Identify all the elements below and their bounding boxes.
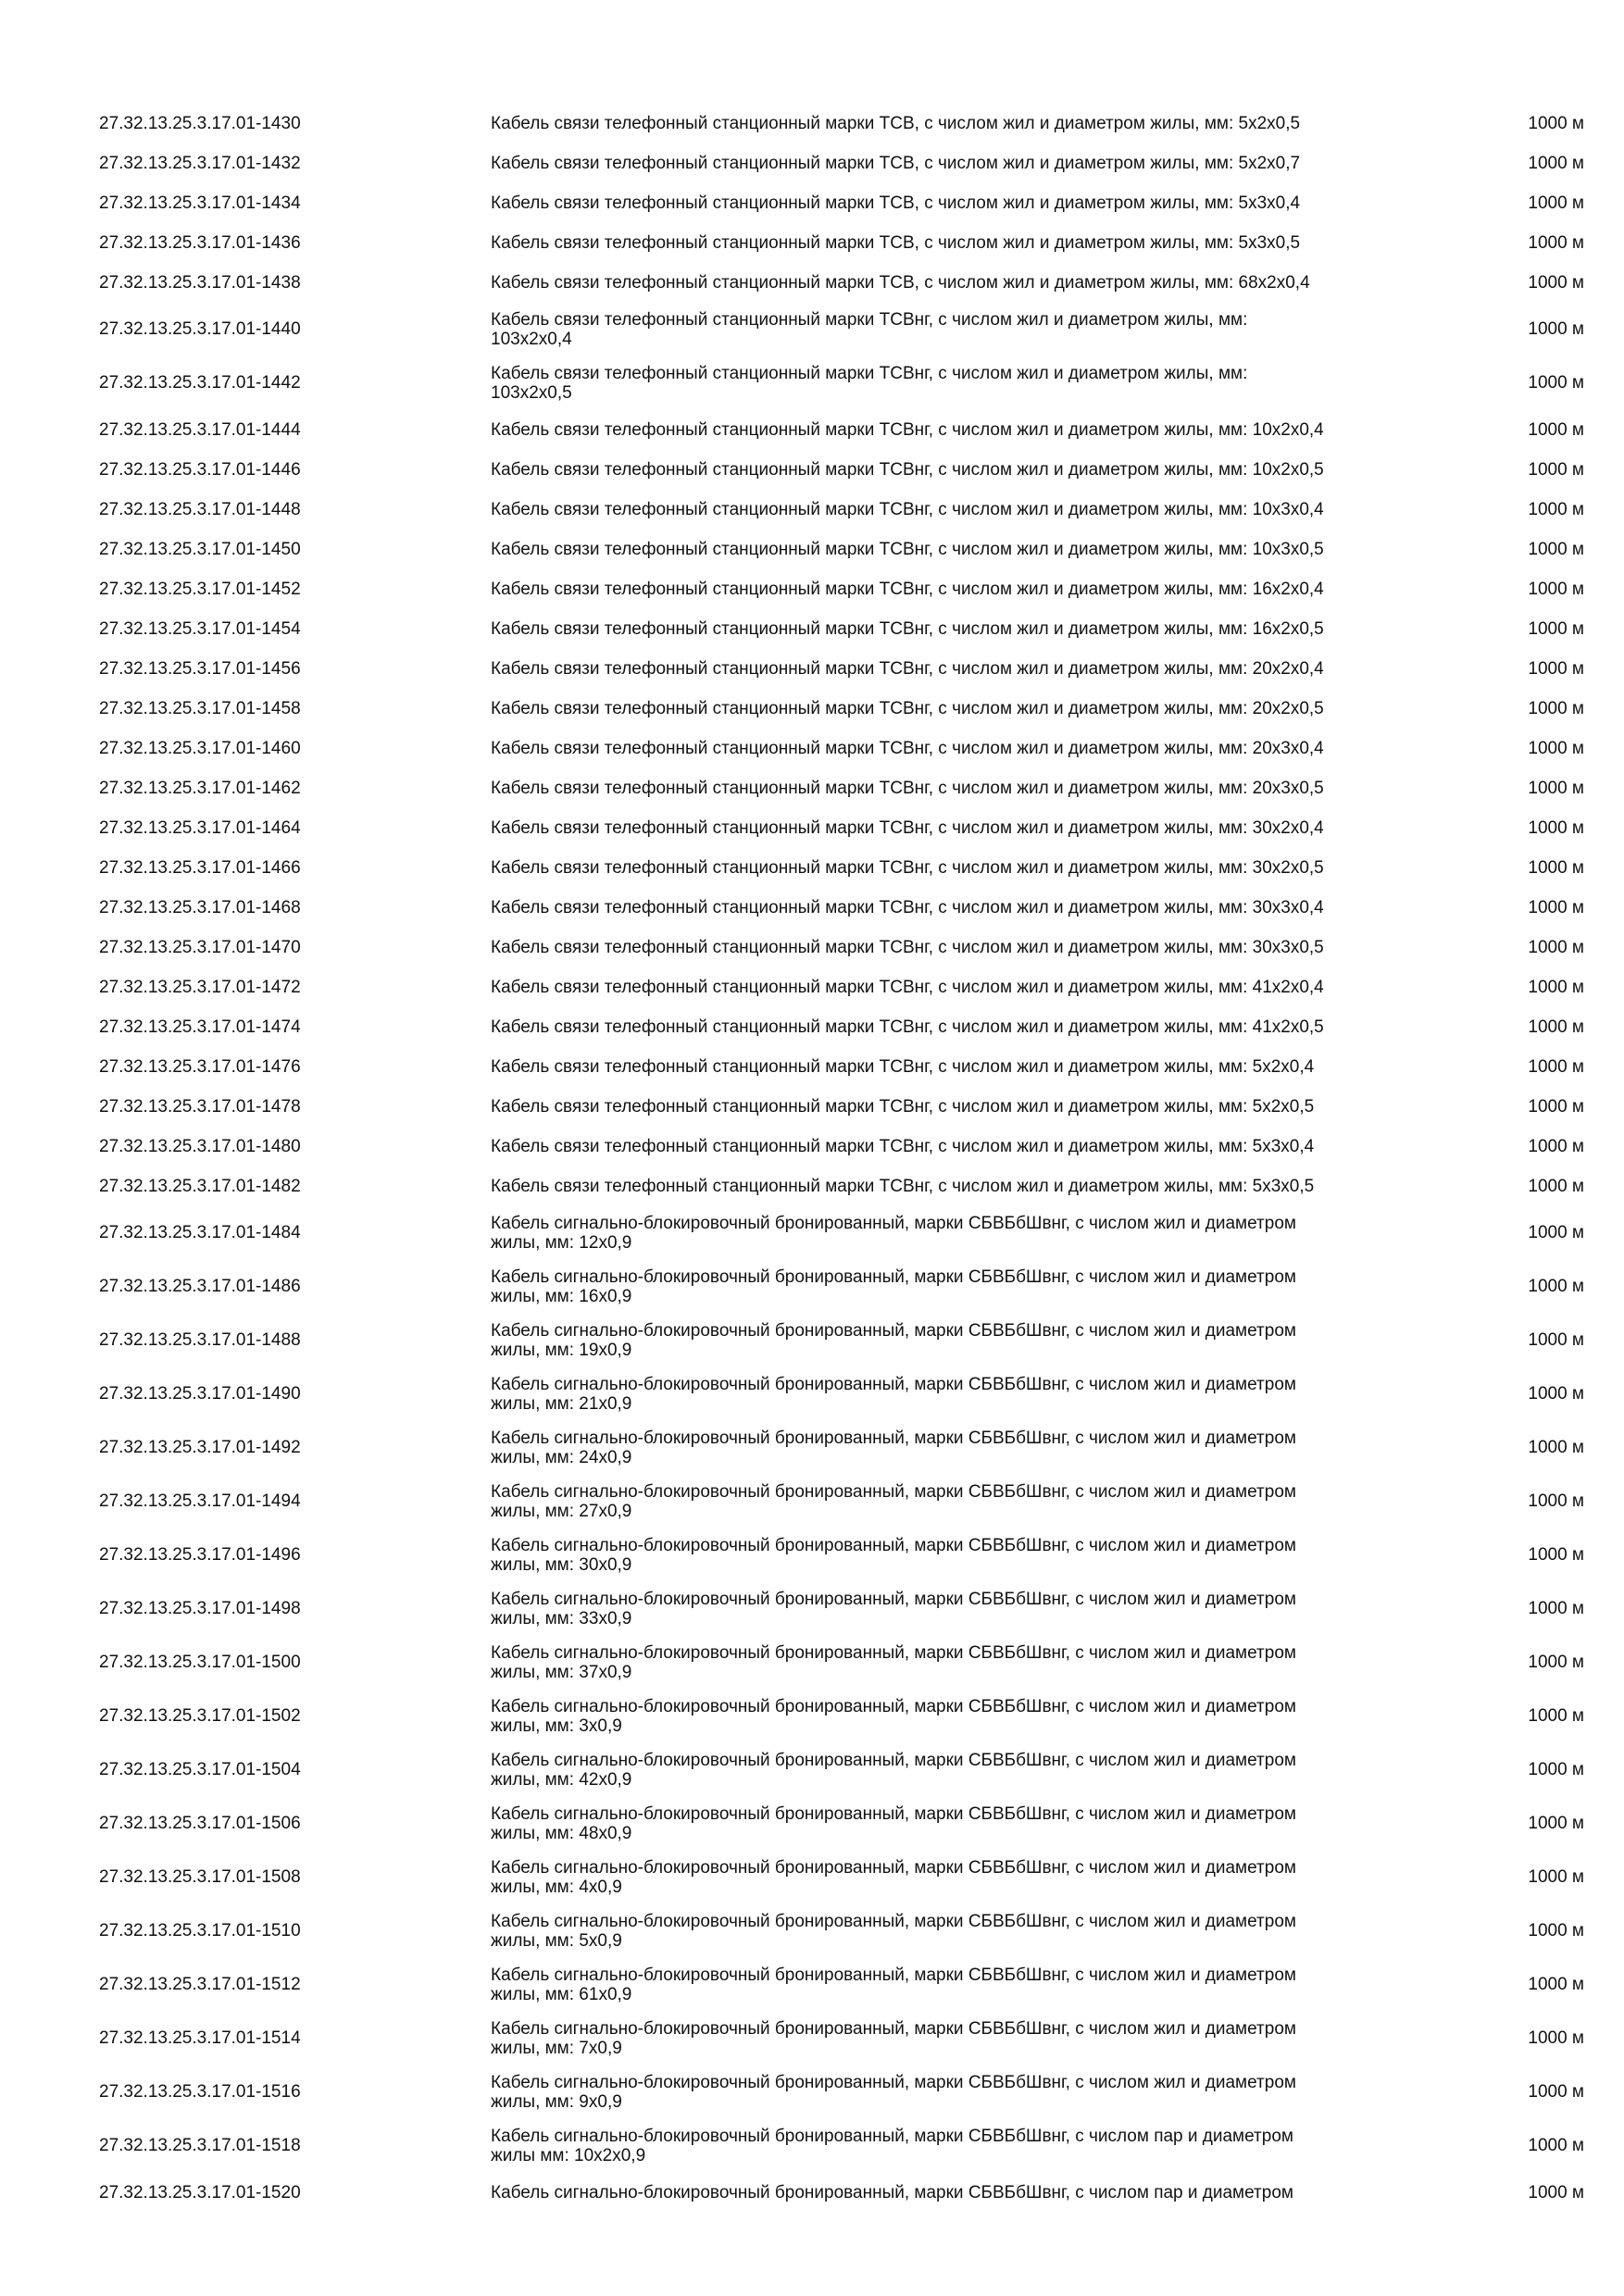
resource-description: Кабель связи телефонный станционный марки ТСВнг, с числом жил и диаметром жилы, мм: 5x2x0,4 bbox=[491, 1057, 1315, 1077]
resource-description: Кабель сигнально-блокировочный бронированный, марки СБВБбШвнг, с числом жил и диаметром жилы, мм: 5x0,9 bbox=[491, 1912, 1296, 1951]
resource-description: Кабель сигнально-блокировочный бронированный, марки СБВБбШвнг, с числом жил и диаметром жилы, мм: 9x0,9 bbox=[491, 2073, 1296, 2112]
measurement-unit: 1000 м bbox=[1528, 1330, 1584, 1350]
resource-description: Кабель сигнально-блокировочный бронированный, марки СБВБбШвнг, с числом жил и диаметром жилы, мм: 19x0,9 bbox=[491, 1321, 1296, 1360]
measurement-unit: 1000 м bbox=[1528, 1867, 1584, 1887]
resource-code: 27.32.13.25.3.17.01-1474 bbox=[99, 1017, 301, 1037]
table-row bbox=[99, 1367, 1590, 1421]
measurement-unit: 1000 м bbox=[1528, 618, 1584, 639]
resource-code: 27.32.13.25.3.17.01-1518 bbox=[99, 2136, 301, 2155]
measurement-unit: 1000 м bbox=[1528, 2136, 1584, 2155]
table-row bbox=[99, 1851, 1590, 1904]
resource-description: Кабель связи телефонный станционный марки ТСВнг, с числом жил и диаметром жилы, мм: 20x2x0,4 bbox=[491, 659, 1324, 679]
resource-description: Кабель связи телефонный станционный марки ТСВнг, с числом жил и диаметром жилы, мм: 20x3x0,5 bbox=[491, 779, 1324, 798]
measurement-unit: 1000 м bbox=[1528, 857, 1584, 878]
table-row bbox=[99, 450, 1590, 490]
resource-code: 27.32.13.25.3.17.01-1440 bbox=[99, 319, 301, 339]
resource-description: Кабель сигнально-блокировочный бронированный, марки СБВБбШвнг, с числом жил и диаметром жилы, мм: 30x0,9 bbox=[491, 1536, 1296, 1575]
resource-description: Кабель связи телефонный станционный марки ТСВ, с числом жил и диаметром жилы, мм: 5x2x0,7 bbox=[491, 154, 1301, 173]
table-row bbox=[99, 263, 1590, 303]
resource-description: Кабель связи телефонный станционный марки ТСВнг, с числом жил и диаметром жилы, мм: 30x2x0,4 bbox=[491, 818, 1324, 838]
measurement-unit: 1000 м bbox=[1528, 232, 1584, 253]
resource-description: Кабель связи телефонный станционный марки ТСВнг, с числом жил и диаметром жилы, мм: 5x2x0,5 bbox=[491, 1097, 1315, 1117]
table-row bbox=[99, 928, 1590, 967]
measurement-unit: 1000 м bbox=[1528, 1975, 1584, 1994]
resource-description: Кабель связи телефонный станционный марки ТСВнг, с числом жил и диаметром жилы, мм: 103x2x0,5 bbox=[491, 364, 1248, 403]
measurement-unit: 1000 м bbox=[1528, 1176, 1584, 1196]
measurement-unit: 1000 м bbox=[1528, 2082, 1584, 2102]
measurement-unit: 1000 м bbox=[1528, 1017, 1584, 1037]
resource-code: 27.32.13.25.3.17.01-1456 bbox=[99, 658, 301, 679]
resource-code: 27.32.13.25.3.17.01-1462 bbox=[99, 778, 301, 798]
measurement-unit: 1000 м bbox=[1528, 499, 1584, 519]
resource-code: 27.32.13.25.3.17.01-1490 bbox=[99, 1384, 301, 1404]
table-row bbox=[99, 1529, 1590, 1582]
resource-code: 27.32.13.25.3.17.01-1508 bbox=[99, 1867, 301, 1887]
resource-code: 27.32.13.25.3.17.01-1480 bbox=[99, 1136, 301, 1156]
resource-code: 27.32.13.25.3.17.01-1436 bbox=[99, 232, 301, 253]
measurement-unit: 1000 м bbox=[1528, 658, 1584, 679]
resource-code: 27.32.13.25.3.17.01-1502 bbox=[99, 1706, 301, 1726]
resource-code: 27.32.13.25.3.17.01-1492 bbox=[99, 1438, 301, 1457]
resource-code: 27.32.13.25.3.17.01-1432 bbox=[99, 153, 301, 173]
table-row bbox=[99, 1421, 1590, 1475]
resource-description: Кабель сигнально-блокировочный бронированный, марки СБВБбШвнг, с числом жил и диаметром жилы, мм: 12x0,9 bbox=[491, 1214, 1296, 1253]
measurement-unit: 1000 м bbox=[1528, 1277, 1584, 1296]
resource-code: 27.32.13.25.3.17.01-1514 bbox=[99, 2028, 301, 2048]
table-row bbox=[99, 530, 1590, 569]
resource-code: 27.32.13.25.3.17.01-1466 bbox=[99, 857, 301, 878]
resource-description: Кабель сигнально-блокировочный бронированный, марки СБВБбШвнг, с числом жил и диаметром жилы, мм: 37x0,9 bbox=[491, 1643, 1296, 1682]
catalog-table bbox=[99, 104, 1590, 2213]
table-row bbox=[99, 569, 1590, 609]
measurement-unit: 1000 м bbox=[1528, 579, 1584, 599]
table-row bbox=[99, 649, 1590, 689]
measurement-unit: 1000 м bbox=[1528, 937, 1584, 957]
table-row bbox=[99, 2012, 1590, 2065]
resource-description: Кабель сигнально-блокировочный бронированный, марки СБВБбШвнг, с числом жил и диаметром жилы, мм: 7x0,9 bbox=[491, 2019, 1296, 2058]
table-row bbox=[99, 729, 1590, 768]
resource-code: 27.32.13.25.3.17.01-1476 bbox=[99, 1056, 301, 1077]
resource-code: 27.32.13.25.3.17.01-1470 bbox=[99, 937, 301, 957]
resource-description: Кабель сигнально-блокировочный бронированный, марки СБВБбШвнг, с числом пар и диаметром bbox=[491, 2183, 1293, 2202]
measurement-unit: 1000 м bbox=[1528, 897, 1584, 917]
table-row bbox=[99, 1797, 1590, 1851]
table-row bbox=[99, 2173, 1590, 2213]
table-row bbox=[99, 888, 1590, 928]
table-row bbox=[99, 1314, 1590, 1367]
table-row bbox=[99, 1636, 1590, 1690]
measurement-unit: 1000 м bbox=[1528, 1545, 1584, 1565]
resource-description: Кабель сигнально-блокировочный бронированный, марки СБВБбШвнг, с числом жил и диаметром жилы, мм: 27x0,9 bbox=[491, 1482, 1296, 1521]
resource-description: Кабель связи телефонный станционный марки ТСВ, с числом жил и диаметром жилы, мм: 5x3x0,4 bbox=[491, 193, 1301, 213]
resource-description: Кабель связи телефонный станционный марки ТСВнг, с числом жил и диаметром жилы, мм: 41x2x0,4 bbox=[491, 978, 1324, 997]
measurement-unit: 1000 м bbox=[1528, 1760, 1584, 1779]
table-row bbox=[99, 808, 1590, 848]
table-row bbox=[99, 2065, 1590, 2119]
table-row bbox=[99, 1047, 1590, 1087]
resource-code: 27.32.13.25.3.17.01-1438 bbox=[99, 272, 301, 293]
resource-code: 27.32.13.25.3.17.01-1448 bbox=[99, 499, 301, 519]
measurement-unit: 1000 м bbox=[1528, 272, 1584, 293]
measurement-unit: 1000 м bbox=[1528, 153, 1584, 173]
table-row bbox=[99, 356, 1590, 410]
measurement-unit: 1000 м bbox=[1528, 817, 1584, 838]
resource-code: 27.32.13.25.3.17.01-1460 bbox=[99, 738, 301, 758]
measurement-unit: 1000 м bbox=[1528, 1921, 1584, 1940]
resource-description: Кабель сигнально-блокировочный бронированный, марки СБВБбШвнг, с числом жил и диаметром жилы, мм: 42x0,9 bbox=[491, 1751, 1296, 1790]
measurement-unit: 1000 м bbox=[1528, 1491, 1584, 1511]
resource-code: 27.32.13.25.3.17.01-1458 bbox=[99, 698, 301, 718]
table-row bbox=[99, 490, 1590, 530]
table-row bbox=[99, 1743, 1590, 1797]
resource-code: 27.32.13.25.3.17.01-1444 bbox=[99, 419, 301, 440]
measurement-unit: 1000 м bbox=[1528, 1438, 1584, 1457]
resource-description: Кабель связи телефонный станционный марки ТСВнг, с числом жил и диаметром жилы, мм: 10x2x0,5 bbox=[491, 460, 1324, 480]
resource-description: Кабель сигнально-блокировочный бронированный, марки СБВБбШвнг, с числом жил и диаметром жилы, мм: 48x0,9 bbox=[491, 1804, 1296, 1843]
resource-description: Кабель связи телефонный станционный марки ТСВнг, с числом жил и диаметром жилы, мм: 16x2x0,4 bbox=[491, 580, 1324, 599]
measurement-unit: 1000 м bbox=[1528, 373, 1584, 393]
resource-code: 27.32.13.25.3.17.01-1494 bbox=[99, 1491, 301, 1511]
resource-description: Кабель сигнально-блокировочный бронированный, марки СБВБбШвнг, с числом жил и диаметром жилы, мм: 24x0,9 bbox=[491, 1429, 1296, 1467]
resource-description: Кабель связи телефонный станционный марки ТСВнг, с числом жил и диаметром жилы, мм: 20x2x0,5 bbox=[491, 699, 1324, 718]
resource-description: Кабель связи телефонный станционный марки ТСВнг, с числом жил и диаметром жилы, мм: 10x3x0,4 bbox=[491, 500, 1324, 519]
resource-description: Кабель сигнально-блокировочный бронированный, марки СБВБбШвнг, с числом жил и диаметром жилы, мм: 21x0,9 bbox=[491, 1375, 1296, 1414]
table-row bbox=[99, 144, 1590, 183]
measurement-unit: 1000 м bbox=[1528, 459, 1584, 480]
measurement-unit: 1000 м bbox=[1528, 1223, 1584, 1242]
measurement-unit: 1000 м bbox=[1528, 977, 1584, 997]
resource-code: 27.32.13.25.3.17.01-1520 bbox=[99, 2182, 301, 2202]
resource-code: 27.32.13.25.3.17.01-1510 bbox=[99, 1921, 301, 1940]
resource-code: 27.32.13.25.3.17.01-1516 bbox=[99, 2082, 301, 2102]
table-row bbox=[99, 1582, 1590, 1636]
table-row bbox=[99, 303, 1590, 356]
resource-code: 27.32.13.25.3.17.01-1452 bbox=[99, 579, 301, 599]
table-row bbox=[99, 1206, 1590, 1260]
measurement-unit: 1000 м bbox=[1528, 539, 1584, 559]
measurement-unit: 1000 м bbox=[1528, 193, 1584, 213]
resource-description: Кабель связи телефонный станционный марки ТСВнг, с числом жил и диаметром жилы, мм: 16x2x0,5 bbox=[491, 619, 1324, 639]
resource-code: 27.32.13.25.3.17.01-1488 bbox=[99, 1330, 301, 1350]
measurement-unit: 1000 м bbox=[1528, 2182, 1584, 2202]
resource-description: Кабель сигнально-блокировочный бронированный, марки СБВБбШвнг, с числом жил и диаметром жилы, мм: 16x0,9 bbox=[491, 1267, 1296, 1306]
resource-code: 27.32.13.25.3.17.01-1500 bbox=[99, 1653, 301, 1672]
measurement-unit: 1000 м bbox=[1528, 1814, 1584, 1833]
table-row bbox=[99, 1127, 1590, 1167]
measurement-unit: 1000 м bbox=[1528, 1599, 1584, 1618]
measurement-unit: 1000 м bbox=[1528, 778, 1584, 798]
table-row bbox=[99, 223, 1590, 263]
table-row bbox=[99, 609, 1590, 649]
resource-description: Кабель связи телефонный станционный марки ТСВ, с числом жил и диаметром жилы, мм: 5x3x0,5 bbox=[491, 233, 1301, 253]
resource-code: 27.32.13.25.3.17.01-1430 bbox=[99, 113, 301, 133]
table-row bbox=[99, 1904, 1590, 1958]
table-row bbox=[99, 104, 1590, 144]
table-row bbox=[99, 967, 1590, 1007]
measurement-unit: 1000 м bbox=[1528, 319, 1584, 339]
table-row bbox=[99, 1087, 1590, 1127]
resource-description: Кабель связи телефонный станционный марки ТСВнг, с числом жил и диаметром жилы, мм: 41x2x0,5 bbox=[491, 1017, 1324, 1037]
resource-code: 27.32.13.25.3.17.01-1450 bbox=[99, 539, 301, 559]
measurement-unit: 1000 м bbox=[1528, 698, 1584, 718]
resource-description: Кабель сигнально-блокировочный бронированный, марки СБВБбШвнг, с числом жил и диаметром жилы, мм: 61x0,9 bbox=[491, 1965, 1296, 2004]
resource-description: Кабель связи телефонный станционный марки ТСВ, с числом жил и диаметром жилы, мм: 68x2x0,4 bbox=[491, 273, 1310, 293]
resource-description: Кабель сигнально-блокировочный бронированный, марки СБВБбШвнг, с числом жил и диаметром жилы, мм: 3x0,9 bbox=[491, 1697, 1296, 1736]
table-row bbox=[99, 410, 1590, 450]
resource-description: Кабель сигнально-блокировочный бронированный, марки СБВБбШвнг, с числом пар и диаметром жилы мм: 10x2x0,9 bbox=[491, 2127, 1293, 2165]
resource-description: Кабель связи телефонный станционный марки ТСВнг, с числом жил и диаметром жилы, мм: 103x2x0,4 bbox=[491, 310, 1248, 349]
table-row bbox=[99, 1958, 1590, 2012]
resource-description: Кабель связи телефонный станционный марки ТСВнг, с числом жил и диаметром жилы, мм: 5x3x0,4 bbox=[491, 1137, 1315, 1156]
measurement-unit: 1000 м bbox=[1528, 419, 1584, 440]
measurement-unit: 1000 м bbox=[1528, 1706, 1584, 1726]
table-row bbox=[99, 2119, 1590, 2173]
resource-description: Кабель связи телефонный станционный марки ТСВнг, с числом жил и диаметром жилы, мм: 30x2x0,5 bbox=[491, 858, 1324, 878]
resource-description: Кабель связи телефонный станционный марки ТСВнг, с числом жил и диаметром жилы, мм: 10x3x0,5 bbox=[491, 540, 1324, 559]
resource-code: 27.32.13.25.3.17.01-1484 bbox=[99, 1223, 301, 1242]
resource-code: 27.32.13.25.3.17.01-1506 bbox=[99, 1814, 301, 1833]
table-row bbox=[99, 689, 1590, 729]
measurement-unit: 1000 м bbox=[1528, 113, 1584, 133]
resource-code: 27.32.13.25.3.17.01-1434 bbox=[99, 193, 301, 213]
measurement-unit: 1000 м bbox=[1528, 1056, 1584, 1077]
measurement-unit: 1000 м bbox=[1528, 1096, 1584, 1117]
table-row bbox=[99, 183, 1590, 223]
resource-description: Кабель связи телефонный станционный марки ТСВ, с числом жил и диаметром жилы, мм: 5x2x0,5 bbox=[491, 114, 1301, 133]
table-row bbox=[99, 1007, 1590, 1047]
resource-code: 27.32.13.25.3.17.01-1464 bbox=[99, 817, 301, 838]
resource-code: 27.32.13.25.3.17.01-1446 bbox=[99, 459, 301, 480]
resource-code: 27.32.13.25.3.17.01-1498 bbox=[99, 1599, 301, 1618]
resource-code: 27.32.13.25.3.17.01-1442 bbox=[99, 373, 301, 393]
resource-description: Кабель связи телефонный станционный марки ТСВнг, с числом жил и диаметром жилы, мм: 10x2x0,4 bbox=[491, 420, 1324, 440]
measurement-unit: 1000 м bbox=[1528, 1136, 1584, 1156]
resource-code: 27.32.13.25.3.17.01-1482 bbox=[99, 1176, 301, 1196]
resource-description: Кабель сигнально-блокировочный бронированный, марки СБВБбШвнг, с числом жил и диаметром жилы, мм: 4x0,9 bbox=[491, 1858, 1296, 1897]
table-row bbox=[99, 1475, 1590, 1529]
resource-description: Кабель сигнально-блокировочный бронированный, марки СБВБбШвнг, с числом жил и диаметром жилы, мм: 33x0,9 bbox=[491, 1590, 1296, 1628]
table-row bbox=[99, 1260, 1590, 1314]
resource-code: 27.32.13.25.3.17.01-1504 bbox=[99, 1760, 301, 1779]
resource-code: 27.32.13.25.3.17.01-1472 bbox=[99, 977, 301, 997]
resource-code: 27.32.13.25.3.17.01-1454 bbox=[99, 618, 301, 639]
measurement-unit: 1000 м bbox=[1528, 738, 1584, 758]
resource-code: 27.32.13.25.3.17.01-1512 bbox=[99, 1975, 301, 1994]
resource-description: Кабель связи телефонный станционный марки ТСВнг, с числом жил и диаметром жилы, мм: 20x3x0,4 bbox=[491, 739, 1324, 758]
table-row bbox=[99, 1167, 1590, 1206]
resource-code: 27.32.13.25.3.17.01-1496 bbox=[99, 1545, 301, 1565]
resource-code: 27.32.13.25.3.17.01-1486 bbox=[99, 1277, 301, 1296]
resource-code: 27.32.13.25.3.17.01-1478 bbox=[99, 1096, 301, 1117]
resource-code: 27.32.13.25.3.17.01-1468 bbox=[99, 897, 301, 917]
measurement-unit: 1000 м bbox=[1528, 1653, 1584, 1672]
table-row bbox=[99, 1690, 1590, 1743]
measurement-unit: 1000 м bbox=[1528, 2028, 1584, 2048]
table-row bbox=[99, 768, 1590, 808]
resource-description: Кабель связи телефонный станционный марки ТСВнг, с числом жил и диаметром жилы, мм: 30x3x0,4 bbox=[491, 898, 1324, 917]
table-row bbox=[99, 848, 1590, 888]
resource-description: Кабель связи телефонный станционный марки ТСВнг, с числом жил и диаметром жилы, мм: 5x3x0,5 bbox=[491, 1177, 1315, 1196]
resource-description: Кабель связи телефонный станционный марки ТСВнг, с числом жил и диаметром жилы, мм: 30x3x0,5 bbox=[491, 938, 1324, 957]
measurement-unit: 1000 м bbox=[1528, 1384, 1584, 1404]
